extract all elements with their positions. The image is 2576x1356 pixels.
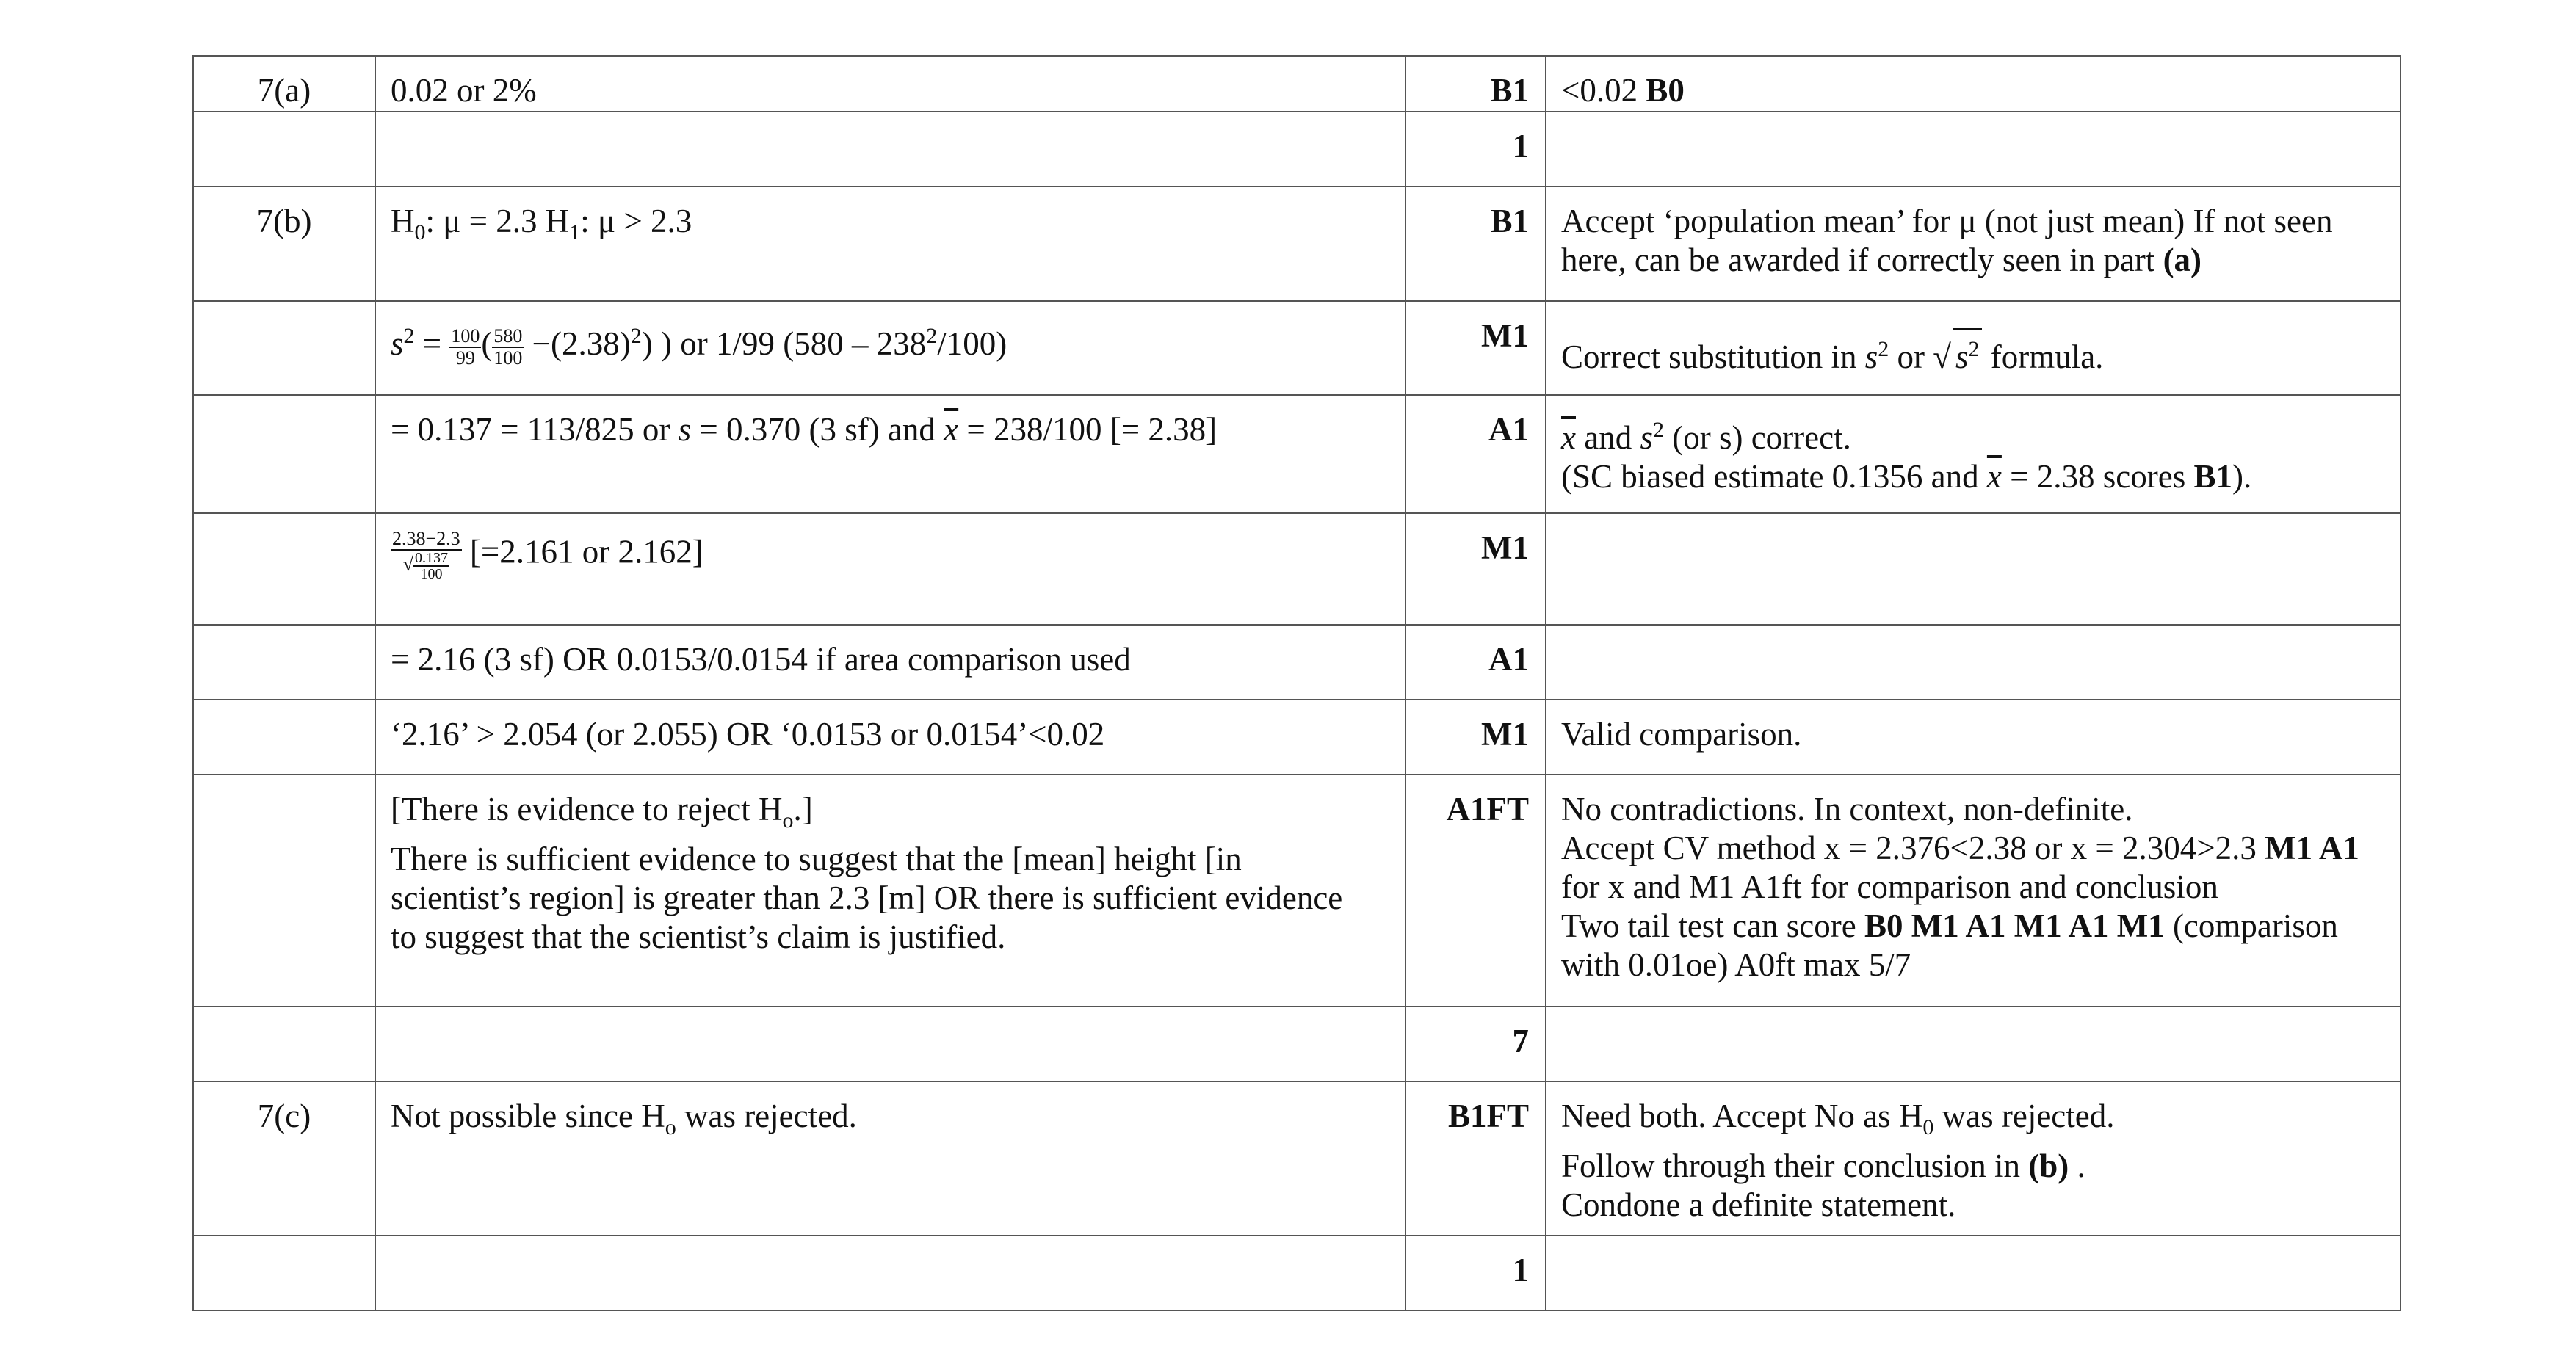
question-number-cont [193,1236,375,1310]
test-statistic-fraction: 2.38−2.3 √ $\frac{0.137}{100}$ [392,528,460,582]
table-row [193,1081,2400,1236]
total-mark-cell: 1 [1405,1236,1546,1310]
guidance-cell [1546,112,2400,186]
answer-cell: = 0.137 = 113/825 or s = 0.370 (3 sf) and $\overline{x} = 238/100$ [= 2.38] [375,395,1405,513]
mark-cell: M1 [1405,301,1546,395]
answer-cell [375,112,1405,186]
answer-cell: $s^2$ = $\frac{100}{99}$ ( $\frac{580}{100}$ $-(2.38)^2$) ) or 1/99 $(580 - 238^2/100)$ [375,301,1405,395]
question-number-cont [193,1007,375,1081]
table-row [193,775,2400,1007]
question-number-cont [193,700,375,775]
question-number: 7(a) [193,56,375,112]
answer-cell: [There is evidence to reject $H_o$.] There is sufficient evidence to suggest that the [mean] height [in scientist’s region] is greater than 2.3 [m] OR there is sufficient evidence to suggest that the scientist’s claim is justified. [375,775,1405,1007]
total-mark-cell: 1 [1405,112,1546,186]
guidance-cell [1546,513,2400,625]
table-row [193,56,2400,112]
question-number: 7(c) [193,1081,375,1236]
table-row [193,186,2400,301]
answer-cell: 2.38−2.3 √ $\frac{0.137}{100}$ [=2.161 or 2.162] [375,513,1405,625]
question-number-cont [193,513,375,625]
mark-cell: B1FT [1405,1081,1546,1236]
mark-cell: B1 [1405,56,1546,112]
fraction: $\frac{580}{100}$ [493,325,523,369]
answer-cell [375,1007,1405,1081]
guidance-cell: $\overline{x}$ and $s^2$ (or s) correct. (SC biased estimate 0.1356 and $\overline{x} = 2.38$ scores B1). [1546,395,2400,513]
question-number-cont [193,395,375,513]
question-number-cont [193,775,375,1007]
mark-cell: M1 [1405,513,1546,625]
mark-cell: M1 [1405,700,1546,775]
guidance-cell: <0.02 B0 [1546,56,2400,112]
table-row [193,112,2400,186]
mark-cell: A1 [1405,625,1546,700]
mark-cell: A1FT [1405,775,1546,1007]
guidance-cell: Correct substitution in $s^2$ or √ $s^2$ formula. [1546,301,2400,395]
question-number-cont [193,301,375,395]
table-row [193,1236,2400,1310]
guidance-cell: Valid comparison. [1546,700,2400,775]
answer-cell [375,1236,1405,1310]
table-row [193,700,2400,775]
guidance-cell [1546,1007,2400,1081]
table-row [193,625,2400,700]
answer-cell: $H_0$: μ = 2.3 $H_1$: μ > 2.3 [375,186,1405,301]
guidance-cell [1546,625,2400,700]
fraction: $\frac{100}{99}$ [451,325,480,369]
total-mark-cell: 7 [1405,1007,1546,1081]
table-row [193,513,2400,625]
guidance-cell: Need both. Accept No as $H_0$ was rejected. Follow through their conclusion in (b) . Condone a definite statement. [1546,1081,2400,1236]
answer-cell: 0.02 or 2% [375,56,1405,112]
mark-cell: A1 [1405,395,1546,513]
answer-cell: ‘2.16’ > 2.054 (or 2.055) OR ‘0.0153 or 0.0154’<0.02 [375,700,1405,775]
table-row [193,301,2400,395]
question-number: 7(b) [193,186,375,301]
mark-scheme-table [192,55,2401,1311]
guidance-cell: No contradictions. In context, non-definite. Accept CV method x = 2.376<2.38 or x = 2.304>2.3 M1 A1 for x and M1 A1ft for comparison and conclusion Two tail test can score B0 M1 A1 M1 A1 M1 (comparison with 0.01oe) A0ft max 5/7 [1546,775,2400,1007]
table-row [193,395,2400,513]
question-number-cont [193,625,375,700]
question-number-cont [193,112,375,186]
guidance-cell: Accept ‘population mean’ for μ (not just mean) If not seen here, can be awarded if correctly seen in part (a) [1546,186,2400,301]
table-row [193,1007,2400,1081]
answer-cell: Not possible since $H_o$ was rejected. [375,1081,1405,1236]
guidance-cell [1546,1236,2400,1310]
answer-cell: = 2.16 (3 sf) OR 0.0153/0.0154 if area comparison used [375,625,1405,700]
mark-cell: B1 [1405,186,1546,301]
